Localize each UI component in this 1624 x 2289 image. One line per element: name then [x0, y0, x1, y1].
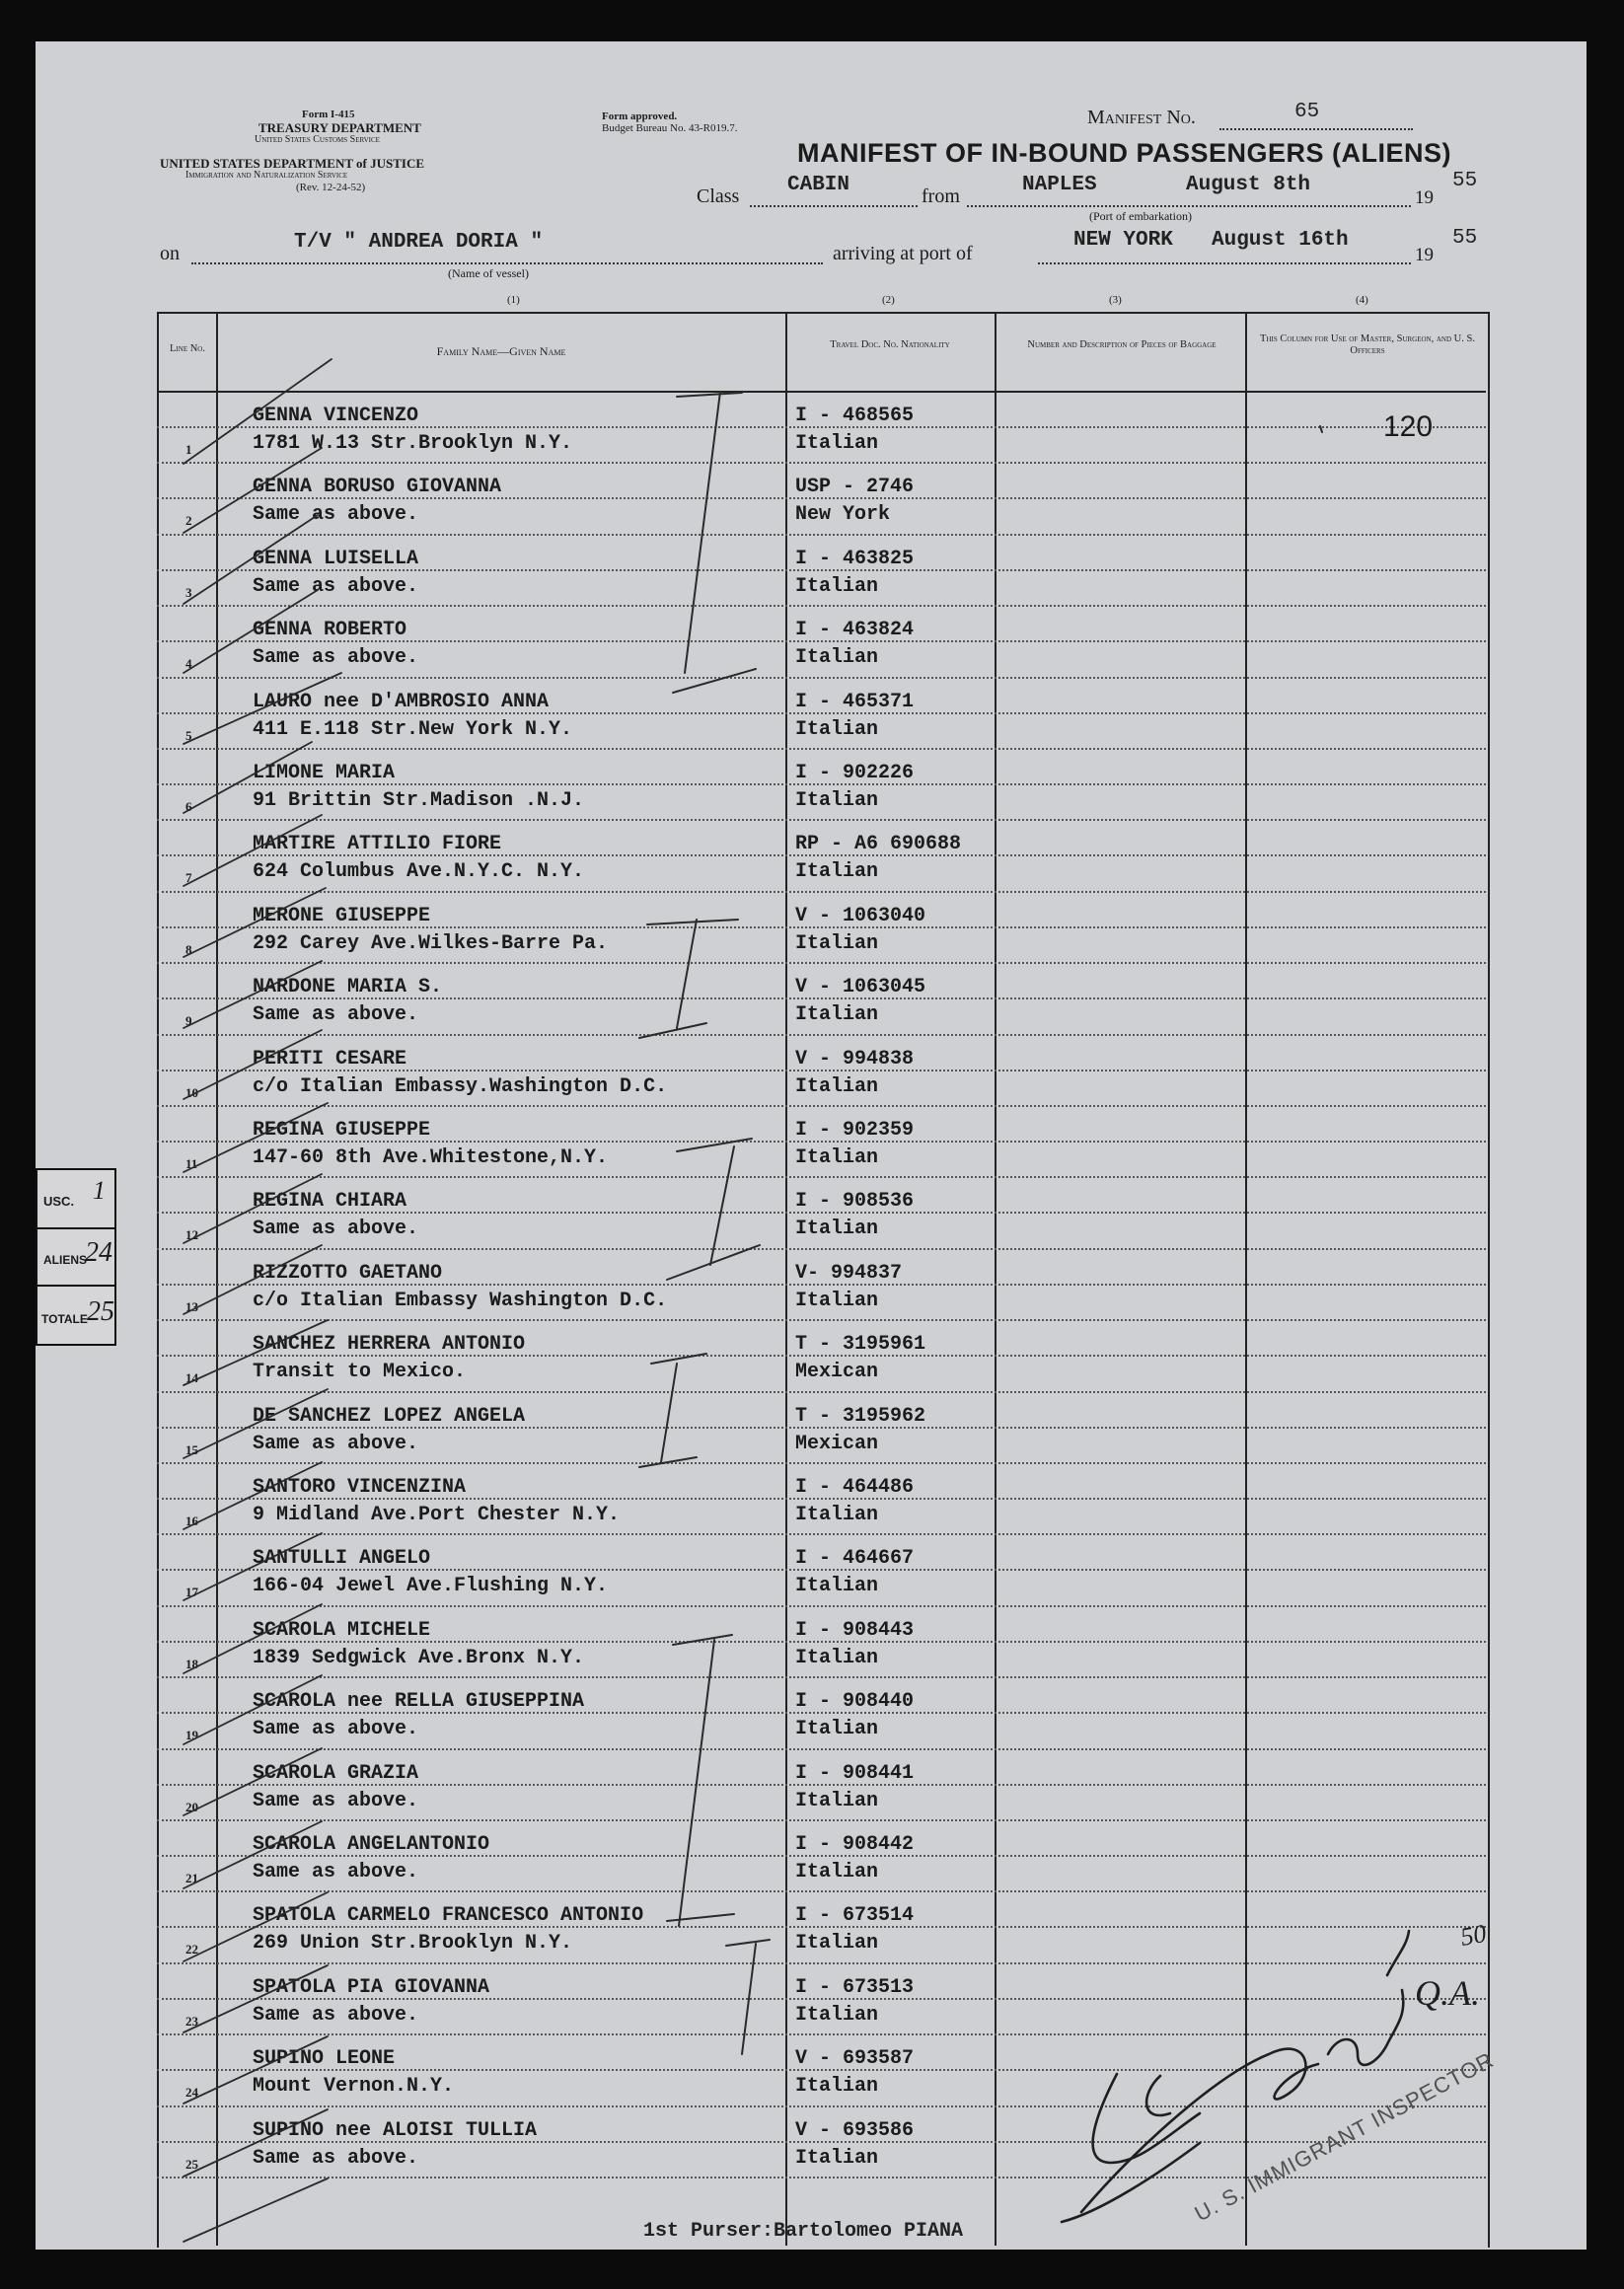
travel-doc-number: USP - 2746: [795, 476, 915, 499]
column-number: (2): [882, 294, 895, 306]
line-number: 5: [185, 727, 192, 743]
line-number: 9: [185, 1013, 192, 1029]
nationality: Italian: [795, 646, 879, 670]
line-number: 1: [185, 442, 192, 457]
travel-doc-number: V - 693586: [795, 2118, 915, 2142]
from-label: from: [922, 185, 960, 207]
travel-doc-number: I - 465371: [795, 690, 915, 713]
arrival-port: NEW YORK: [1073, 229, 1173, 252]
passenger-address: c/o Italian Embassy.Washington D.C.: [253, 1074, 668, 1098]
nationality: Italian: [795, 1289, 879, 1312]
manifest-page: [36, 41, 1587, 2250]
nationality: Italian: [795, 1146, 879, 1169]
nationality: Italian: [795, 1504, 879, 1526]
embarkation-year: 55: [1452, 170, 1478, 192]
passenger-name: DE SANCHEZ LOPEZ ANGELA: [253, 1404, 526, 1428]
passenger-address: 166-04 Jewel Ave.Flushing N.Y.: [253, 1575, 609, 1598]
purser-line: 1st Purser:Bartolomeo PIANA: [643, 2220, 964, 2243]
nationality: Italian: [795, 1003, 879, 1027]
arrival-year: 55: [1452, 227, 1478, 250]
total-value: 25: [87, 1296, 114, 1327]
nationality: Mexican: [795, 1432, 879, 1455]
line-number: 6: [185, 799, 192, 814]
passenger-name: LIMONE MARIA: [253, 762, 396, 784]
passenger-name: SCAROLA ANGELANTONIO: [253, 1833, 490, 1856]
passenger-name: SANTULLI ANGELO: [253, 1547, 431, 1571]
on-label: on: [160, 243, 180, 264]
nationality: Italian: [795, 1932, 879, 1956]
nationality: Italian: [795, 2075, 879, 2099]
passenger-address: Same as above.: [253, 503, 419, 527]
travel-doc-number: I - 463824: [795, 619, 915, 642]
travel-doc-number: T - 3195961: [795, 1333, 926, 1357]
passenger-name: GENNA ROBERTO: [253, 619, 407, 642]
travel-doc-number: I - 673514: [795, 1904, 915, 1928]
line-number: 19: [185, 1728, 198, 1743]
treasury-label: TREASURY DEPARTMENT: [258, 120, 421, 135]
line-number: 2: [185, 513, 192, 529]
arriving-label: arriving at port of: [833, 243, 973, 264]
passenger-address: c/o Italian Embassy Washington D.C.: [253, 1289, 668, 1312]
passenger-address: 147-60 8th Ave.Whitestone,N.Y.: [253, 1146, 609, 1169]
line-number: 10: [185, 1084, 198, 1100]
line-number: 12: [185, 1227, 198, 1243]
passenger-address: 91 Brittin Str.Madison .N.J.: [253, 789, 585, 812]
passenger-address: Same as above.: [253, 2003, 419, 2027]
passenger-address: 292 Carey Ave.Wilkes-Barre Pa.: [253, 931, 609, 955]
signature-initials: Q.A.: [1415, 1973, 1480, 2013]
year-prefix: 19: [1415, 245, 1434, 265]
dotted-line: [1219, 128, 1413, 130]
travel-doc-number: I - 908441: [795, 1761, 915, 1785]
dotted-line: [1038, 262, 1411, 264]
arrival-date: August 16th: [1212, 229, 1349, 252]
form-number: Form I-415: [302, 109, 355, 120]
line-number: 22: [185, 1942, 198, 1957]
travel-doc-number: I - 463825: [795, 547, 915, 570]
year-prefix: 19: [1415, 187, 1434, 208]
nationality: Italian: [795, 1789, 879, 1812]
passenger-address: Same as above.: [253, 1432, 419, 1455]
nationality: Italian: [795, 931, 879, 955]
passenger-address: 1839 Sedgwick Ave.Bronx N.Y.: [253, 1646, 585, 1669]
line-number: 18: [185, 1656, 198, 1671]
usc-value: 1: [93, 1176, 106, 1205]
port-embark-caption: (Port of embarkation): [1089, 209, 1192, 223]
usc-label: USC.: [43, 1194, 75, 1209]
passenger-name: GENNA BORUSO GIOVANNA: [253, 476, 502, 499]
passenger-name: SCAROLA nee RELLA GIUSEPPINA: [253, 1690, 585, 1714]
line-number: 20: [185, 1799, 198, 1814]
line-number: 8: [185, 941, 192, 957]
manifest-no-label: Manifest No.: [1087, 107, 1196, 128]
vessel-caption: (Name of vessel): [448, 266, 529, 280]
travel-doc-number: I - 908442: [795, 1833, 915, 1856]
passenger-address: Same as above.: [253, 574, 419, 598]
travel-doc-number: T - 3195962: [795, 1404, 926, 1428]
class-value: CABIN: [787, 174, 850, 196]
passenger-name: RIZZOTTO GAETANO: [253, 1261, 443, 1285]
travel-doc-number: V - 1063040: [795, 904, 926, 927]
passenger-name: SPATOLA CARMELO FRANCESCO ANTONIO: [253, 1904, 644, 1928]
passenger-name: SPATOLA PIA GIOVANNA: [253, 1975, 490, 1999]
line-number: 4: [185, 656, 192, 672]
passenger-name: SANCHEZ HERRERA ANTONIO: [253, 1333, 526, 1357]
tally-box: [36, 1168, 116, 1346]
total-label: TOTALE: [41, 1312, 88, 1326]
passenger-address: Same as above.: [253, 646, 419, 670]
signature-mark: 50: [1458, 1918, 1489, 1952]
officer-mark: 120: [1383, 410, 1434, 443]
line-number: 21: [185, 1871, 198, 1885]
passenger-name: SUPINO nee ALOISI TULLIA: [253, 2118, 538, 2142]
travel-doc-number: V- 994837: [795, 1261, 903, 1285]
passenger-address: Same as above.: [253, 1218, 419, 1241]
passenger-name: PERITI CESARE: [253, 1047, 407, 1071]
travel-doc-number: I - 464667: [795, 1547, 915, 1571]
passenger-name: MERONE GIUSEPPE: [253, 904, 431, 927]
line-number: 17: [185, 1585, 198, 1600]
passenger-name: MARTIRE ATTILIO FIORE: [253, 833, 502, 856]
passenger-name: LAURO nee D'AMBROSIO ANNA: [253, 690, 550, 713]
line-number: 25: [185, 2156, 198, 2172]
inspector-stamp: U. S. IMMIGRANT INSPECTOR: [1190, 2046, 1499, 2227]
passenger-name: SUPINO LEONE: [253, 2047, 396, 2071]
travel-doc-number: I - 902226: [795, 762, 915, 784]
manifest-title: MANIFEST OF IN-BOUND PASSENGERS (ALIENS): [797, 138, 1452, 168]
nationality: Italian: [795, 574, 879, 598]
budget-bureau: Budget Bureau No. 43-R019.7.: [602, 122, 738, 134]
travel-doc-header: Travel Doc. No. Nationality: [830, 339, 950, 350]
line-number: 16: [185, 1514, 198, 1528]
customs-label: United States Customs Service: [255, 134, 380, 145]
line-number: 24: [185, 2085, 198, 2101]
line-number: 14: [185, 1370, 198, 1386]
dotted-line: [967, 205, 1411, 207]
aliens-label: ALIENS: [43, 1253, 88, 1267]
revision-label: (Rev. 12-24-52): [296, 182, 366, 193]
passenger-address: Same as above.: [253, 1861, 419, 1883]
line-number: 3: [185, 584, 192, 600]
line-number: 23: [185, 2013, 198, 2029]
passenger-address: Mount Vernon.N.Y.: [253, 2075, 455, 2099]
nationality: Italian: [795, 2146, 879, 2170]
passenger-name: REGINA GIUSEPPE: [253, 1119, 431, 1142]
passenger-name: GENNA VINCENZO: [253, 405, 419, 427]
passenger-name: REGINA CHIARA: [253, 1190, 407, 1214]
embarkation-date: August 8th: [1186, 174, 1311, 196]
travel-doc-number: RP - A6 690688: [795, 833, 962, 856]
passenger-name: SCAROLA GRAZIA: [253, 1761, 419, 1785]
passenger-address: Same as above.: [253, 1003, 419, 1027]
justice-label: UNITED STATES DEPARTMENT of JUSTICE: [160, 156, 425, 171]
nationality: Italian: [795, 1718, 879, 1741]
nationality: Mexican: [795, 1361, 879, 1384]
passenger-address: Same as above.: [253, 1718, 419, 1741]
class-label: Class: [697, 185, 740, 207]
column-number: (1): [507, 294, 520, 306]
family-name-header: Family Name—Given Name: [436, 344, 566, 358]
line-no-header: Line No.: [170, 343, 205, 354]
officers-header: This Column for Use of Master, Surgeon, and U. S. Officers: [1260, 333, 1475, 356]
nationality: Italian: [795, 1074, 879, 1098]
travel-doc-number: I - 464486: [795, 1476, 915, 1499]
manifest-number: 65: [1294, 101, 1320, 123]
baggage-header: Number and Description of Pieces of Baggage: [1027, 339, 1217, 350]
nationality: Italian: [795, 860, 879, 884]
line-number: 13: [185, 1298, 198, 1314]
aliens-value: 24: [85, 1237, 112, 1268]
nationality: Italian: [795, 1646, 879, 1669]
nationality: Italian: [795, 432, 879, 455]
dotted-line: [750, 205, 918, 207]
passenger-address: Same as above.: [253, 2146, 419, 2170]
travel-doc-number: I - 902359: [795, 1119, 915, 1142]
port-of-embarkation: NAPLES: [1022, 174, 1097, 196]
nationality: Italian: [795, 2003, 879, 2027]
dotted-line: [191, 262, 823, 264]
travel-doc-number: V - 693587: [795, 2047, 915, 2071]
nationality: Italian: [795, 717, 879, 741]
row-divider: [157, 2177, 1486, 2178]
passenger-address: Transit to Mexico.: [253, 1361, 467, 1384]
nationality: Italian: [795, 1218, 879, 1241]
passenger-address: 9 Midland Ave.Port Chester N.Y.: [253, 1504, 621, 1526]
travel-doc-number: V - 1063045: [795, 976, 926, 999]
travel-doc-number: I - 673513: [795, 1975, 915, 1999]
line-number: 15: [185, 1441, 198, 1457]
passenger-address: 1781 W.13 Str.Brooklyn N.Y.: [253, 432, 573, 455]
column-number: (3): [1109, 294, 1122, 306]
line-number: 11: [185, 1156, 198, 1171]
column-number: (4): [1356, 294, 1368, 306]
nationality: New York: [795, 503, 891, 527]
passenger-name: SCAROLA MICHELE: [253, 1618, 431, 1642]
ins-label: Immigration and Naturalization Service: [185, 170, 348, 181]
passenger-address: Same as above.: [253, 1789, 419, 1812]
passenger-address: 624 Columbus Ave.N.Y.C. N.Y.: [253, 860, 585, 884]
vessel-name: T/V " ANDREA DORIA ": [294, 231, 544, 254]
passenger-name: NARDONE MARIA S.: [253, 976, 443, 999]
passenger-address: 411 E.118 Str.New York N.Y.: [253, 717, 573, 741]
passenger-name: SANTORO VINCENZINA: [253, 1476, 467, 1499]
travel-doc-number: I - 908536: [795, 1190, 915, 1214]
nationality: Italian: [795, 1575, 879, 1598]
nationality: Italian: [795, 789, 879, 812]
travel-doc-number: V - 994838: [795, 1047, 915, 1071]
line-number: 7: [185, 870, 192, 886]
form-approved: Form approved.: [602, 111, 678, 122]
travel-doc-number: I - 908443: [795, 1618, 915, 1642]
travel-doc-number: I - 908440: [795, 1690, 915, 1714]
passenger-address: 269 Union Str.Brooklyn N.Y.: [253, 1932, 573, 1956]
travel-doc-number: I - 468565: [795, 405, 915, 427]
nationality: Italian: [795, 1861, 879, 1883]
passenger-name: GENNA LUISELLA: [253, 547, 419, 570]
